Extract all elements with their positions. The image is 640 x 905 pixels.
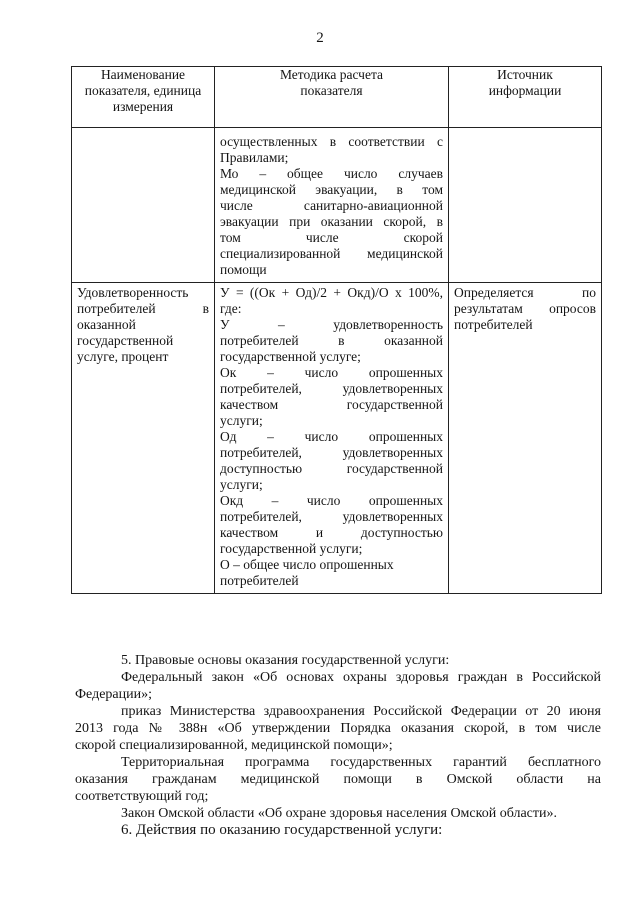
section-heading-actions (75, 822, 601, 839)
text-line: Закон Омской области «Об охране здоровья населения Омской области». (121, 806, 558, 821)
text-line: потребителей, удовлетворенных (220, 445, 443, 460)
text-line: где: (220, 301, 242, 316)
table-cell-indicator (72, 283, 215, 594)
header-line: Наименование (100, 67, 186, 82)
table-cell-empty (72, 128, 215, 283)
text-line: оказанной (77, 317, 136, 332)
text-line: Территориальная программа государственных гарантий бесплатного (121, 755, 601, 770)
text-line: доступностью государственной (220, 461, 443, 476)
text-line: приказ Министерства здравоохранения Российской Федерации от 20 июня (121, 704, 601, 719)
text-line: услуги; (220, 477, 263, 492)
text-line: Окд – число опрошенных (220, 493, 443, 508)
page-number: 2 (316, 30, 324, 46)
text-line: потребителей (454, 317, 533, 332)
text-line: Правилами; (220, 150, 289, 165)
text-line: Федеральный закон «Об основах охраны здоровья граждан в Российской (121, 670, 601, 685)
header-information-source (449, 67, 602, 128)
text-line: потребителей в (77, 301, 209, 316)
text-line: 5. Правовые основы оказания государственной услуги: (121, 653, 450, 668)
text-line: скорой специализированной, медицинской помощи»; (75, 738, 393, 753)
text-line: Од – число опрошенных (220, 429, 443, 444)
text-line: соответствующий год; (75, 789, 209, 804)
text-line: услуги; (220, 413, 263, 428)
text-line: государственной (77, 333, 174, 348)
header-line: информации (488, 83, 562, 98)
text-line: эвакуации при оказании скорой, в (220, 214, 443, 229)
header-line: Методика расчета (279, 67, 384, 82)
paragraph-territorial-program (75, 754, 601, 805)
text-line: Ок – число опрошенных (220, 365, 443, 380)
text-line: У – удовлетворенность (220, 317, 443, 332)
text-line: специализированной медицинской (220, 246, 443, 261)
text-line: потребителей в оказанной (220, 333, 443, 348)
text-line: Определяется по (454, 285, 596, 300)
table-cell-method (215, 128, 449, 283)
paragraph-ministry-order (75, 703, 601, 754)
header-calculation-method (215, 67, 449, 128)
text-line: 6. Действия по оказанию государственной услуги: (121, 822, 443, 838)
text-line: помощи (220, 262, 267, 277)
text-line: Мо – общее число случаев (220, 166, 443, 181)
text-line: О – общее число опрошенных (220, 557, 394, 572)
text-line: потребителей (220, 573, 299, 588)
table-row (72, 283, 602, 594)
text-line: результатам опросов (454, 301, 596, 316)
table-header-row (72, 67, 602, 128)
text-line: услуге, процент (77, 349, 169, 364)
table-cell-method (215, 283, 449, 594)
table-cell-source (449, 283, 602, 594)
paragraph-regional-law (75, 805, 601, 822)
paragraph-federal-law (75, 669, 601, 703)
table-cell-empty (449, 128, 602, 283)
text-line: оказания гражданам медицинской помощи в Омской области на (75, 772, 601, 787)
text-line: осуществленных в соответствии с (220, 134, 443, 149)
legal-basis-section (75, 652, 601, 839)
text-line: потребителей, удовлетворенных (220, 381, 443, 396)
text-line: государственной услуги; (220, 541, 363, 556)
header-line: показателя, единица (84, 83, 202, 98)
indicator-table (71, 66, 602, 594)
text-line: У = ((Ок + Од)/2 + Окд)/О x 100%, (220, 285, 443, 300)
text-line: медицинской эвакуации, в том (220, 182, 443, 197)
text-line: потребителей, удовлетворенных (220, 509, 443, 524)
text-line: том числе скорой (220, 230, 443, 245)
text-line: 2013 года № 388н «Об утверждении Порядка оказания скорой, в том числе (75, 721, 601, 736)
header-line: показателя (300, 83, 363, 98)
header-line: измерения (112, 99, 174, 114)
text-line: Удовлетворенность (77, 285, 189, 300)
table-row (72, 128, 602, 283)
text-line: качеством государственной (220, 397, 443, 412)
text-line: числе санитарно-авиационной (220, 198, 443, 213)
section-heading-legal-basis (75, 652, 601, 669)
header-line: Источник (497, 67, 553, 82)
text-line: государственной услуге; (220, 349, 361, 364)
text-line: Федерации»; (75, 687, 153, 702)
text-line: качеством и доступностью (220, 525, 443, 540)
header-indicator-name (72, 67, 215, 128)
